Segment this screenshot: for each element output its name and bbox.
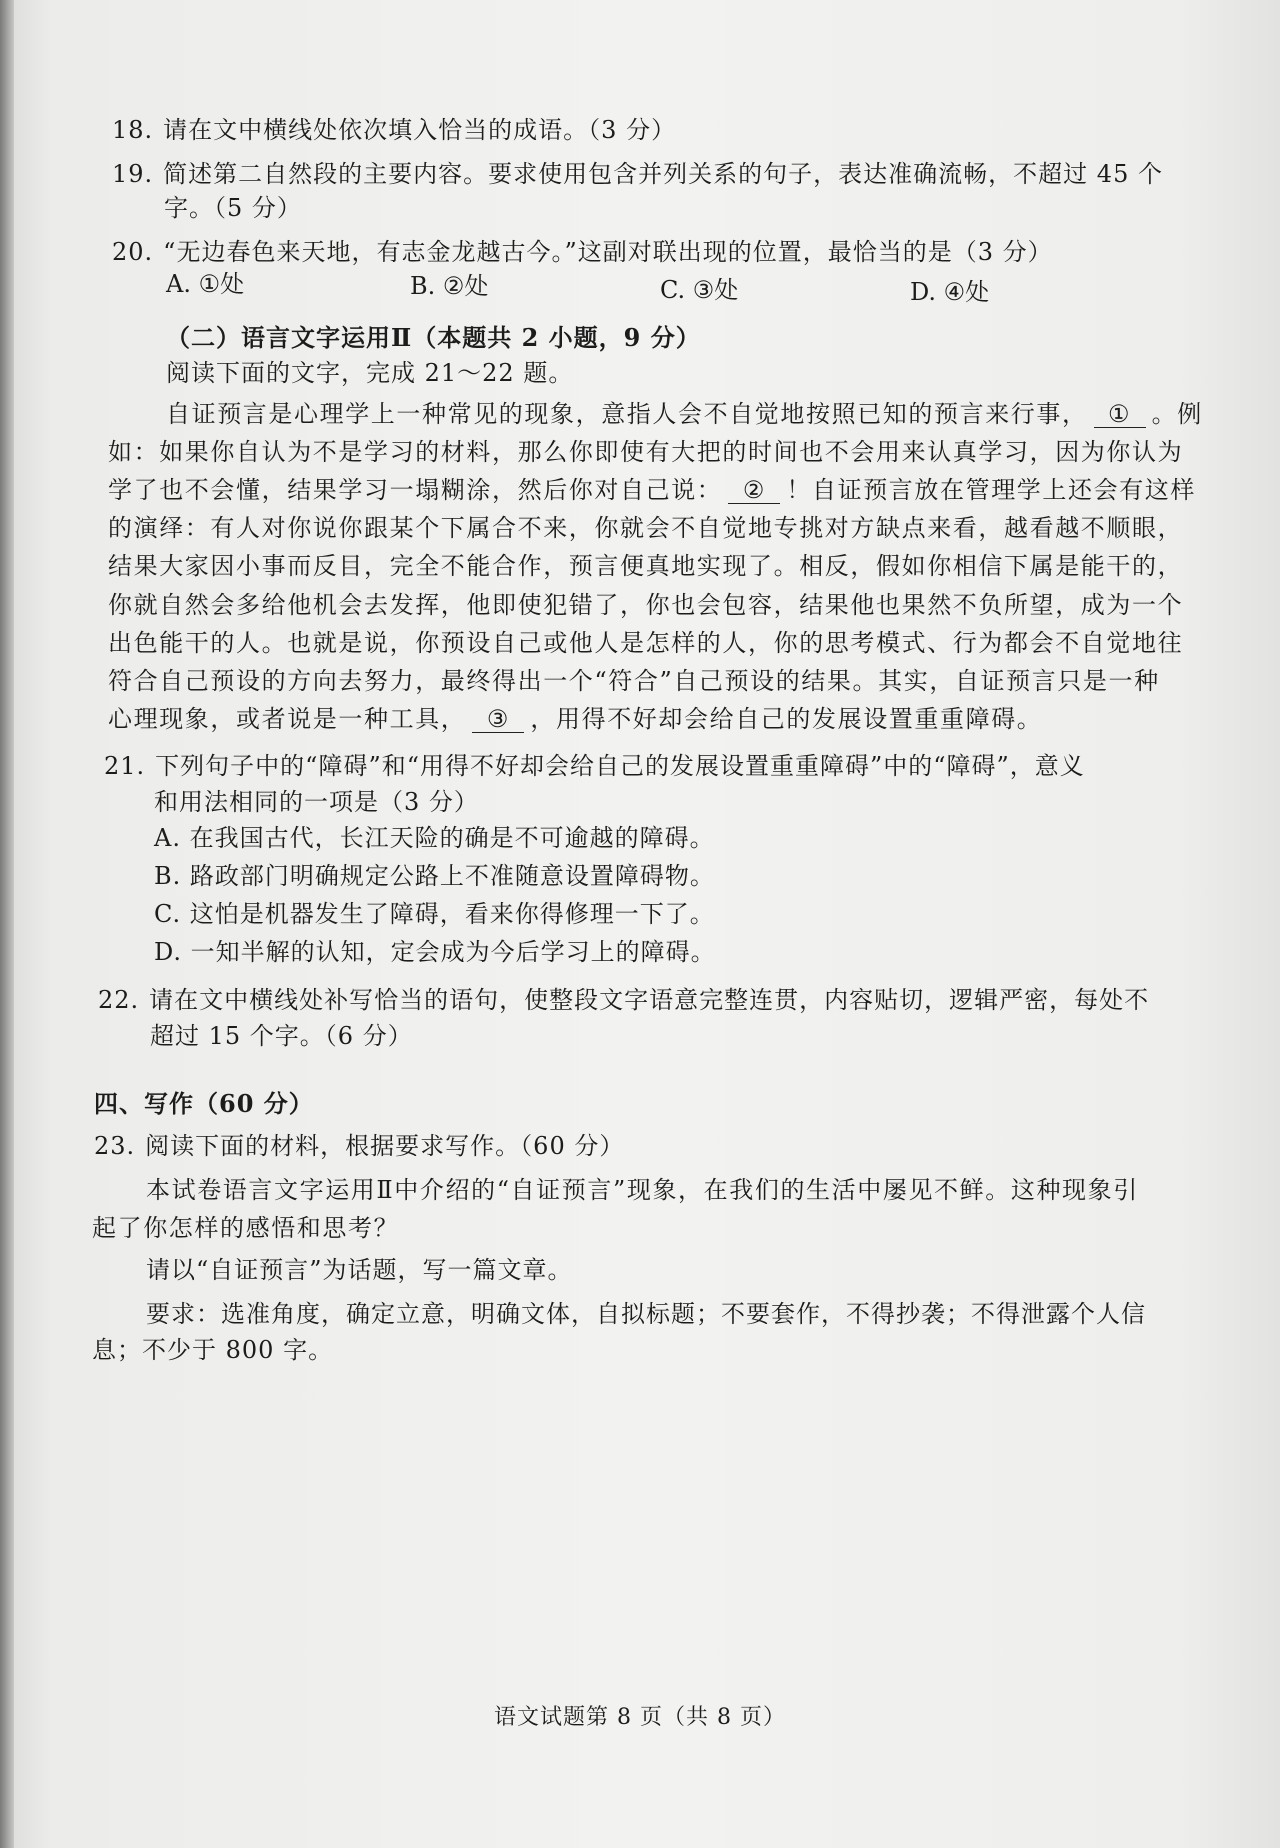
question-23 <box>94 1130 624 1162</box>
writing-requirements-continued: 息；不少于 800 字。 <box>92 1336 334 1364</box>
passage-line: 心理现象，或者说是一种工具， ③ ，用得不好却会给自己的发展设置重重障碍。 <box>108 705 1043 733</box>
passage-line: 学了也不会懂，结果学习一塌糊涂，然后你对自己说： ② ！自证预言放在管理学上还会有这样 <box>108 476 1197 504</box>
writing-requirements: 要求：选准角度，确定立意，明确文体，自拟标题；不要套作，不得抄袭；不得泄露个人信 <box>146 1300 1146 1328</box>
option-c: C. 这怕是机器发生了障碍，看来你得修理一下了。 <box>154 900 715 928</box>
question-number: 21. <box>104 752 146 780</box>
question-20 <box>112 236 1053 268</box>
passage-line: 自证预言是心理学上一种常见的现象，意指人会不自觉地按照已知的预言来行事， ① 。例 <box>166 400 1203 428</box>
question-21 <box>104 750 1085 782</box>
option-a: A. 在我国古代，长江天险的确是不可逾越的障碍。 <box>154 824 715 852</box>
question-19-continued: 字。（5 分） <box>164 194 302 222</box>
option-d: D. 一知半解的认知，定会成为今后学习上的障碍。 <box>154 938 716 966</box>
option-b: B. 路政部门明确规定公路上不准随意设置障碍物。 <box>154 862 715 890</box>
material-line: 本试卷语言文字运用Ⅱ中介绍的“自证预言”现象，在我们的生活中屡见不鲜。这种现象引 <box>146 1176 1139 1204</box>
question-22 <box>98 984 1149 1016</box>
passage-line: 结果大家因小事而反目，完全不能合作，预言便真地实现了。相反，假如你相信下属是能干的， <box>108 552 1184 580</box>
passage-line: 符合自己预设的方向去努力，最终得出一个“符合”自己预设的结果。其实，自证预言只是一种 <box>108 667 1160 695</box>
question-21-continued: 和用法相同的一项是（3 分） <box>154 788 479 816</box>
question-text: 简述第二自然段的主要内容。要求使用包含并列关系的句子，表达准确流畅，不超过 45 个 <box>163 160 1163 188</box>
blank-3: ③ <box>472 706 524 733</box>
question-text: 请在文中横线处补写恰当的语句，使整段文字语意完整连贯，内容贴切，逻辑严密，每处不 <box>149 986 1150 1014</box>
material-line: 起了你怎样的感悟和思考？ <box>92 1214 400 1242</box>
option-c: C. ③处 <box>660 276 739 304</box>
question-text: 阅读下面的材料，根据要求写作。（60 分） <box>145 1132 625 1160</box>
question-number: 20. <box>112 238 154 266</box>
passage-line: 的演绎：有人对你说你跟某个下属合不来，你就会不自觉地专挑对方缺点来看，越看越不顺眼， <box>108 514 1184 542</box>
blank-1: ① <box>1094 401 1146 428</box>
page-edge-shadow <box>0 0 14 1848</box>
passage-line: 你就自然会多给他机会去发挥，他即使犯错了，你也会包容，结果他也果然不负所望，成为一个 <box>108 591 1184 619</box>
question-19 <box>112 158 1163 190</box>
option-d: D. ④处 <box>910 278 990 306</box>
option-b: B. ②处 <box>410 272 489 300</box>
question-number: 19. <box>112 160 154 188</box>
page-footer: 语文试题第 8 页（共 8 页） <box>494 1705 786 1730</box>
passage-line: 出色能干的人。也就是说，你预设自己或他人是怎样的人，你的思考模式、行为都会不自觉地往 <box>108 629 1184 657</box>
passage-line: 如：如果你自认为不是学习的材料，那么你即使有大把的时间也不会用来认真学习，因为你认为 <box>108 438 1184 466</box>
question-number: 22. <box>98 986 140 1014</box>
question-18 <box>112 114 676 146</box>
blank-2: ② <box>728 477 780 504</box>
question-text: 下列句子中的“障碍”和“用得不好却会给自己的发展设置重重障碍”中的“障碍”，意义 <box>155 752 1085 780</box>
option-a: A. ①处 <box>166 270 245 298</box>
question-number: 18. <box>112 116 154 144</box>
section-instruction: 阅读下面的文字，完成 21～22 题。 <box>166 359 574 387</box>
section-title: （二）语言文字运用Ⅱ（本题共 2 小题，9 分） <box>166 323 701 352</box>
writing-prompt: 请以“自证预言”为话题，写一篇文章。 <box>146 1256 573 1284</box>
question-22-continued: 超过 15 个字。（6 分） <box>150 1022 413 1050</box>
section-title: 四、写作（60 分） <box>94 1089 314 1118</box>
question-text: 请在文中横线处依次填入恰当的成语。（3 分） <box>163 116 677 144</box>
question-text: “无边春色来天地，有志金龙越古今。”这副对联出现的位置，最恰当的是（3 分） <box>163 238 1053 266</box>
question-number: 23. <box>94 1132 136 1160</box>
